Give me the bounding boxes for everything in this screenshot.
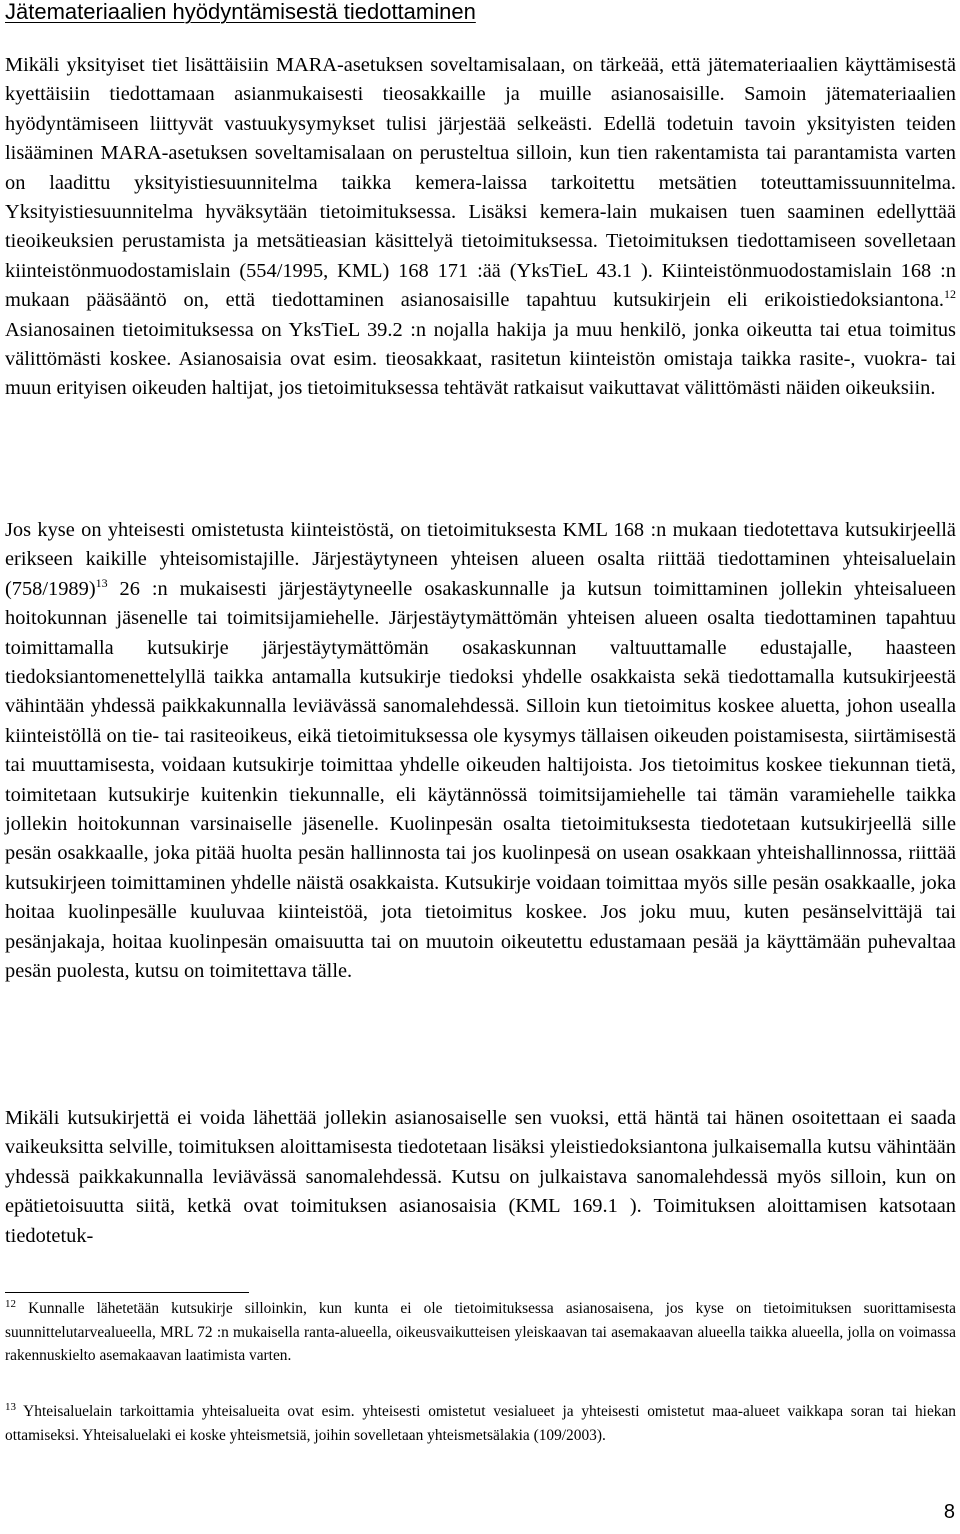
- footnote-number: 12: [5, 1298, 16, 1310]
- footnote-13: [5, 1400, 956, 1447]
- body-paragraph-3: Mikäli kutsukirjettä ei voida lähettää jollekin asianosaiselle sen vuoksi, että häntä tai hänen osoitettaan ei saada vaikeuksitta selville, toimituksen aloittamisesta tiedotetaan lisäksi yleistiedoksiantona julkaisemalla kutsu vähintään yhdessä paikkakunnalla leviävässä sanomalehdessä. Kutsu on julkaistava sanomalehdessä myös silloin, kun on epätietoisuutta siitä, ketkä ovat toimituksen asianosaisia (KML 169.1 ). Toimituksen aloittamisen katsotaan tiedotetuk-: [5, 1107, 956, 1247]
- footnote-reference-12[interactable]: 12: [944, 287, 956, 302]
- footnote-separator: [5, 1292, 249, 1293]
- body-paragraph-2: [5, 516, 956, 987]
- paragraph-text: Asianosainen tietoimituksessa on YksTieL 39.2 :n nojalla hakija ja muu henkilö, jonka oikeutta tai etua toimitus välittömästi koskee. Asianosaisia ovat esim. tieosakkaat, rasitetun kiinteistön omistaja taikka rasite-, vuokra- tai muun erityisen oikeuden haltijat, jos tietoimituksessa tehtävät ratkaisut vaikuttavat välittömästi näiden oikeuksiin.: [5, 318, 956, 400]
- footnote-12: [5, 1297, 956, 1368]
- paragraph-text: Mikäli yksityiset tiet lisättäisiin MARA-asetuksen soveltamisalaan, on tärkeää, että jätemateriaalien käyttämisestä kyettäisiin tiedottamaan asianmukaisesti tieosakkaille ja muille asianosaisille. Samoin jätemateriaalien hyödyntämiseen liittyvät vastuukysymykset tulisi järjestää selkeästi. Edellä todetuin tavoin yksityisten teiden lisääminen MARA-asetuksen soveltamisalaan on perusteltua silloin, kun tien rakentamista tai parantamista varten on laadittu yksityistiesuunnitelma taikka kemera-laissa tarkoitettu metsätien toteuttamissuunnitelma. Yksityistiesuunnitelma hyväksytään tietoimituksessa. Lisäksi kemera-lain mukaisen tuen saaminen edellyttää tieoikeuksien perustamista ja metsätieasian käsittelyä tietoimituksessa. Tietoimituksen tiedottamiseen sovelletaan kiinteistönmuodostamislain (554/1995, KML) 168 171 :ää (YksTieL 43.1 ). Kiinteistönmuodostamislain 168 :n mukaan pääsääntö on, että tiedottaminen asianosaisille tapahtuu kutsukirjein eli erikoistiedoksiantona.: [5, 54, 956, 312]
- footnote-number: 13: [5, 1401, 16, 1413]
- paragraph-text: Jos kyse on yhteisesti omistetusta kiinteistöstä, on tietoimituksesta KML 168 :n mukaan tiedotettava kutsukirjeellä erikseen kaikille yhteisomistajille. Järjestäytyneen yhteisen alueen osalta riittää tiedottaminen yhteisaluelain (758/1989): [5, 519, 956, 600]
- footnote-text: Yhteisaluelain tarkoittamia yhteisalueita ovat esim. yhteisesti omistetut vesialueet ja yhteisesti omistetut maa-alueet vaikkapa soran tai hiekan ottamiseksi. Yhteisaluelaki ei koske yhteismetsiä, joihin sovelletaan yhteismetsälakia (109/2003).: [5, 1403, 956, 1444]
- footnote-text: Kunnalle lähetetään kutsukirje silloinkin, kun kunta ei ole tietoimituksessa asianosaisena, jos kyse on tietoimituksen suorittamisesta suunnittelutarvealueella, MRL 72 :n mukaisella ranta-alueella, oikeusvaikutteisen yleiskaavan tai asemakaavan alueella taikka alueella, jolla on voimassa rakennuskielto asemakaavan laatimista varten.: [5, 1300, 956, 1364]
- footnote-reference-13[interactable]: 13: [95, 575, 108, 590]
- paragraph-text: 26 :n mukaisesti järjestäytyneelle osakaskunnalle ja kutsun toimittaminen jollekin yhteisalueen hoitokunnan jäsenelle tai toimitsijamiehelle. Järjestäytymättömän yhteisen alueen osalta tiedottaminen tapahtuu toimittamalla kutsukirje järjestäytymättömän osakaskunnan valtuuttamalle edustajalle, haasteen tiedoksiantomenettelyllä taikka antamalla kutsukirje tiedoksi yhdelle osakkaista sekä tiedottamalla kutsukirjeestä vähintään yhdessä paikkakunnalla leviävässä sanomalehdessä. Silloin kun tietoimitus koskee aluetta, johon usealla kiinteistöllä on tie- tai rasiteoikeus, eikä tietoimituksessa ole kysymys tällaisen oikeuden poistamisesta, siirtämisestä tai muuttamisesta, voidaan kutsukirje toimittaa yhdelle oikeuden haltijoista. Jos tietoimitus koskee tiekunnan tietä, toimitetaan kutsukirje kuitenkin tiekunnalle, eli käytännössä toimitsijamiehelle tai tämän varamiehelle taikka jollekin hoitokunnan varsinaiselle jäsenelle. Kuolinpesän osalta tietoimituksesta tiedotetaan kutsukirjeellä sille pesän osakkaalle, joka pitää huolta pesän hallinnosta tai jos kuolinpesä on usean osakkaan yhteishallinnossa, riittää kutsukirjeen toimittaminen yhdelle näistä osakkaista. Kutsukirje voidaan toimittaa myös sille pesän osakkaalle, joka hoitaa kuolinpesälle kuuluvaa kiinteistöä, jota tietoimitus koskee. Jos joku muu, kuten pesänselvittäjä tai pesänjakaja, hoitaa kuolinpesän omaisuutta tai on muutoin oikeutettu edustamaan pesää ja käyttämään puhevaltaa pesän puolesta, kutsu on toimitettava tälle.: [5, 577, 956, 983]
- page-number: 8: [943, 1501, 955, 1523]
- body-paragraph-1: [5, 51, 956, 404]
- section-heading: Jätemateriaalien hyödyntämisestä tiedottaminen: [5, 0, 476, 24]
